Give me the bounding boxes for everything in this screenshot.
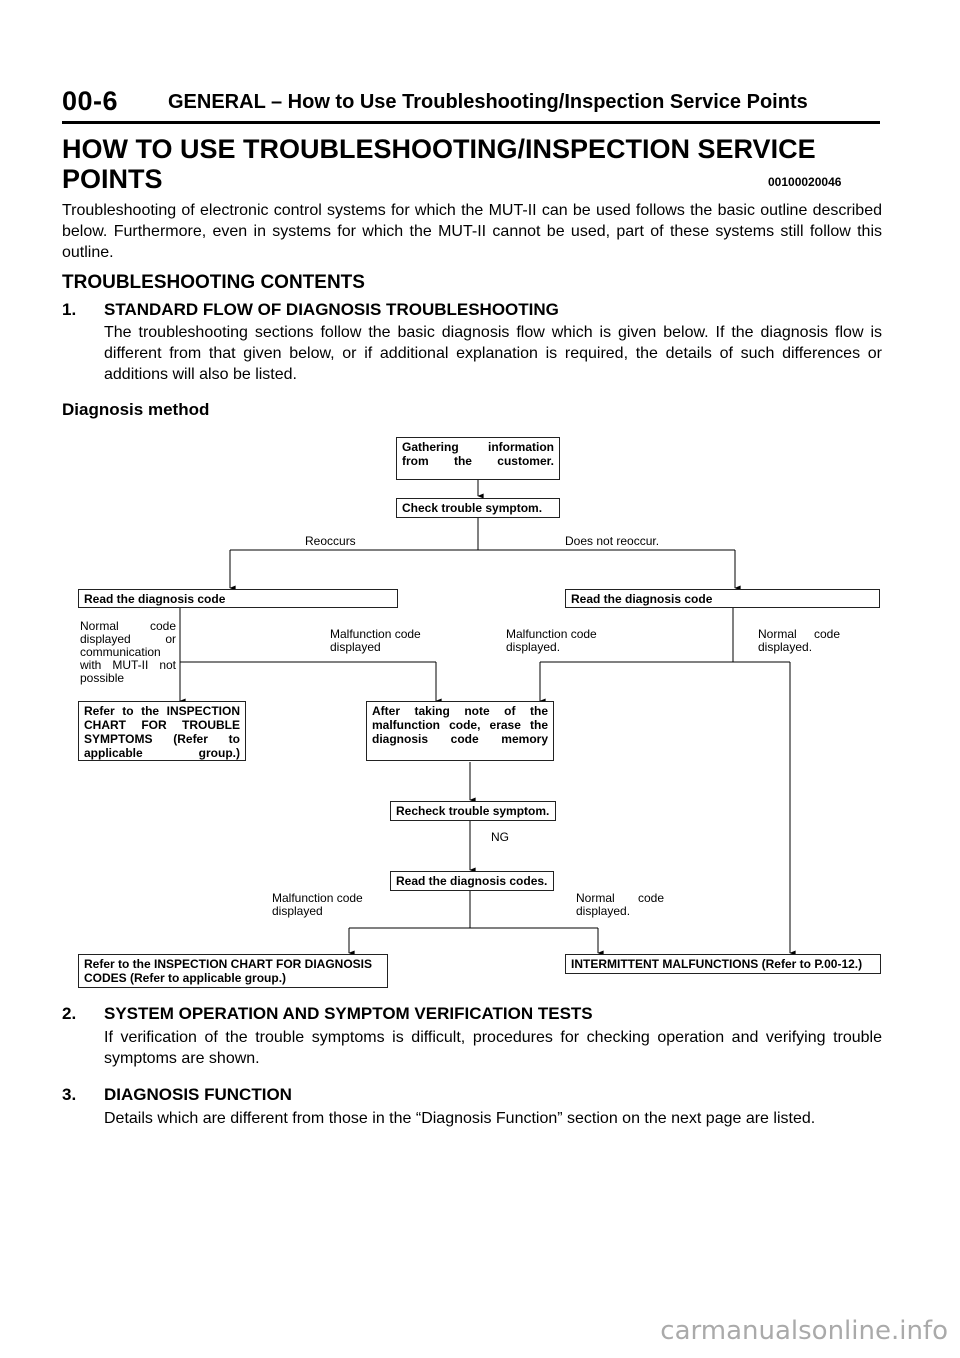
label-malfunction-code-right: Malfunction code displayed. bbox=[506, 627, 597, 654]
label-malfunction-code-bottom: Malfunction code displayed bbox=[272, 891, 363, 918]
box-refer-diagnosis-codes: Refer to the INSPECTION CHART FOR DIAGNOSIS CODES (Refer to applicable group.) bbox=[78, 954, 388, 988]
box-after-taking-note: After taking note of the malfunction code, erase the diagnosis code memory bbox=[366, 701, 554, 761]
item-2-text: If verification of the trouble symptoms is difficult, procedures for checking operation and verifying trouble symptoms are shown. bbox=[104, 1029, 882, 1067]
item-3-title: DIAGNOSIS FUNCTION bbox=[104, 1085, 292, 1104]
box-gathering-information: Gathering information from the customer. bbox=[396, 437, 560, 480]
intro-paragraph: Troubleshooting of electronic control systems for which the MUT-II can be used follows the basic outline described below. Furthermore, even in systems for which the MUT-II cannot be used, part of these systems still follow this outline. bbox=[62, 202, 882, 261]
label-normal-code-right: Normal code displayed. bbox=[758, 627, 840, 654]
label-reoccurs: Reoccurs bbox=[305, 534, 356, 548]
box-recheck-trouble-symptom: Recheck trouble symptom. bbox=[390, 801, 556, 821]
item-2-number: 2. bbox=[62, 1004, 77, 1023]
label-malfunction-code-left: Malfunction code displayed bbox=[330, 627, 421, 654]
item-1-text: The troubleshooting sections follow the basic diagnosis flow which is given below. If the diagnosis flow is different from that given below, or if additional explanation is required, the details of such differences or additions will also be listed. bbox=[104, 324, 882, 383]
box-read-diagnosis-codes: Read the diagnosis codes. bbox=[390, 871, 554, 891]
item-3-number: 3. bbox=[62, 1085, 77, 1104]
item-3-heading bbox=[62, 1085, 292, 1105]
page-number: 00-6 bbox=[62, 86, 119, 116]
main-title: HOW TO USE TROUBLESHOOTING/INSPECTION SERVICE POINTS bbox=[62, 134, 816, 194]
section-heading: TROUBLESHOOTING CONTENTS bbox=[62, 272, 365, 293]
box-read-diagnosis-code-right: Read the diagnosis code bbox=[565, 589, 880, 608]
box-intermittent-malfunctions: INTERMITTENT MALFUNCTIONS (Refer to P.00-12.) bbox=[565, 954, 881, 974]
item-1-number: 1. bbox=[62, 300, 77, 319]
box-read-diagnosis-code-left: Read the diagnosis code bbox=[78, 589, 398, 608]
item-3-text: Details which are different from those in the “Diagnosis Function” section on the next page are listed. bbox=[104, 1110, 816, 1127]
document-code: 00100020046 bbox=[768, 175, 842, 189]
diagnosis-method-heading: Diagnosis method bbox=[62, 400, 210, 419]
item-2-title: SYSTEM OPERATION AND SYMPTOM VERIFICATION TESTS bbox=[104, 1004, 593, 1023]
label-does-not-reoccur: Does not reoccur. bbox=[565, 534, 660, 548]
item-2-heading bbox=[62, 1004, 593, 1024]
label-normal-code-bottom: Normal code displayed. bbox=[576, 891, 664, 918]
label-normal-or-communication: Normal code displayed or communication with MUT-II not possible bbox=[80, 619, 176, 685]
label-ng: NG bbox=[491, 830, 509, 844]
item-1-title: STANDARD FLOW OF DIAGNOSIS TROUBLESHOOTING bbox=[104, 300, 559, 319]
box-check-trouble-symptom: Check trouble symptom. bbox=[396, 498, 560, 518]
page-header-title: GENERAL – How to Use Troubleshooting/Inspection Service Points bbox=[168, 91, 808, 113]
box-refer-trouble-symptoms: Refer to the INSPECTION CHART FOR TROUBLE SYMPTOMS (Refer to applicable group.) bbox=[78, 701, 246, 761]
watermark: carmanualsonline.info bbox=[660, 1316, 948, 1346]
